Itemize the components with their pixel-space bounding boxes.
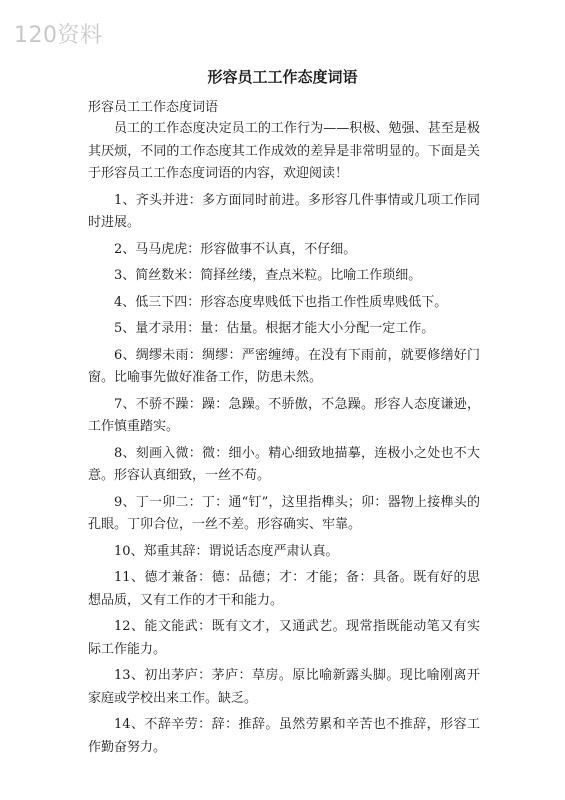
list-item: 4、低三下四：形容态度卑贱低下也指工作性质卑贱低下。 xyxy=(114,294,448,310)
list-item: 5、量才录用：量：估量。根据才能大小分配一定工作。 xyxy=(114,321,435,336)
watermark-logo: 120资料 xyxy=(14,23,103,48)
intro-paragraph: 员工的工作态度决定员工的工作行为——积极、勉强、甚至是极其厌烦，不同的工作态度其工作成效的差异是非常明显的。下面是关于形容员工工作态度词语的内容，欢迎阅读！ xyxy=(88,121,480,181)
list-item: 10、郑重其辞：谓说话态度严肃认真。 xyxy=(114,543,339,559)
list-item: 6、绸缪未雨：绸缪：严密缠缚。在没有下雨前，就要修缮好门窗。比喻事先做好准备工作，防患未然。 xyxy=(88,347,480,385)
list-item: 11、德才兼备：德：品德；才：才能；备：具备。既有好的思想品质，又有工作的才干和能力。 xyxy=(88,570,480,608)
document-body xyxy=(88,118,480,763)
list-item: 9、丁一卯二：丁：通“钉”，这里指榫头；卯：器物上接榫头的孔眼。丁卯合位，一丝不差。形容确实、牢靠。 xyxy=(88,494,480,532)
list-item: 12、能文能武：既有文才，又通武艺。现常指既能动笔又有实际工作能力。 xyxy=(88,619,480,657)
list-item: 3、简丝数米：简择丝缕，查点米粒。比喻工作琐细。 xyxy=(114,268,422,283)
list-item: 1、齐头并进：多方面同时前进。多形容几件事情或几项工作同时进展。 xyxy=(88,192,480,230)
list-item: 7、不骄不躁：躁：急躁。不骄傲，不急躁。形容人态度谦逊，工作慎重踏实。 xyxy=(88,396,480,434)
document-title: 形容员工工作态度词语 xyxy=(207,68,358,86)
document-subtitle: 形容员工工作态度词语 xyxy=(88,100,219,115)
list-item: 8、刻画入微：微：细小。精心细致地描摹，连极小之处也不大意。形容认真细致，一丝不苟。 xyxy=(88,445,480,483)
list-item: 2、马马虎虎：形容做事不认真，不仔细。 xyxy=(114,241,357,257)
list-item: 14、不辞辛劳：辞：推辞。虽然劳累和辛苦也不推辞，形容工作勤奋努力。 xyxy=(88,717,480,755)
list-item: 13、初出茅庐：茅庐：草房。原比喻新露头脚。现比喻刚离开家庭或学校出来工作。缺乏。 xyxy=(88,668,480,706)
